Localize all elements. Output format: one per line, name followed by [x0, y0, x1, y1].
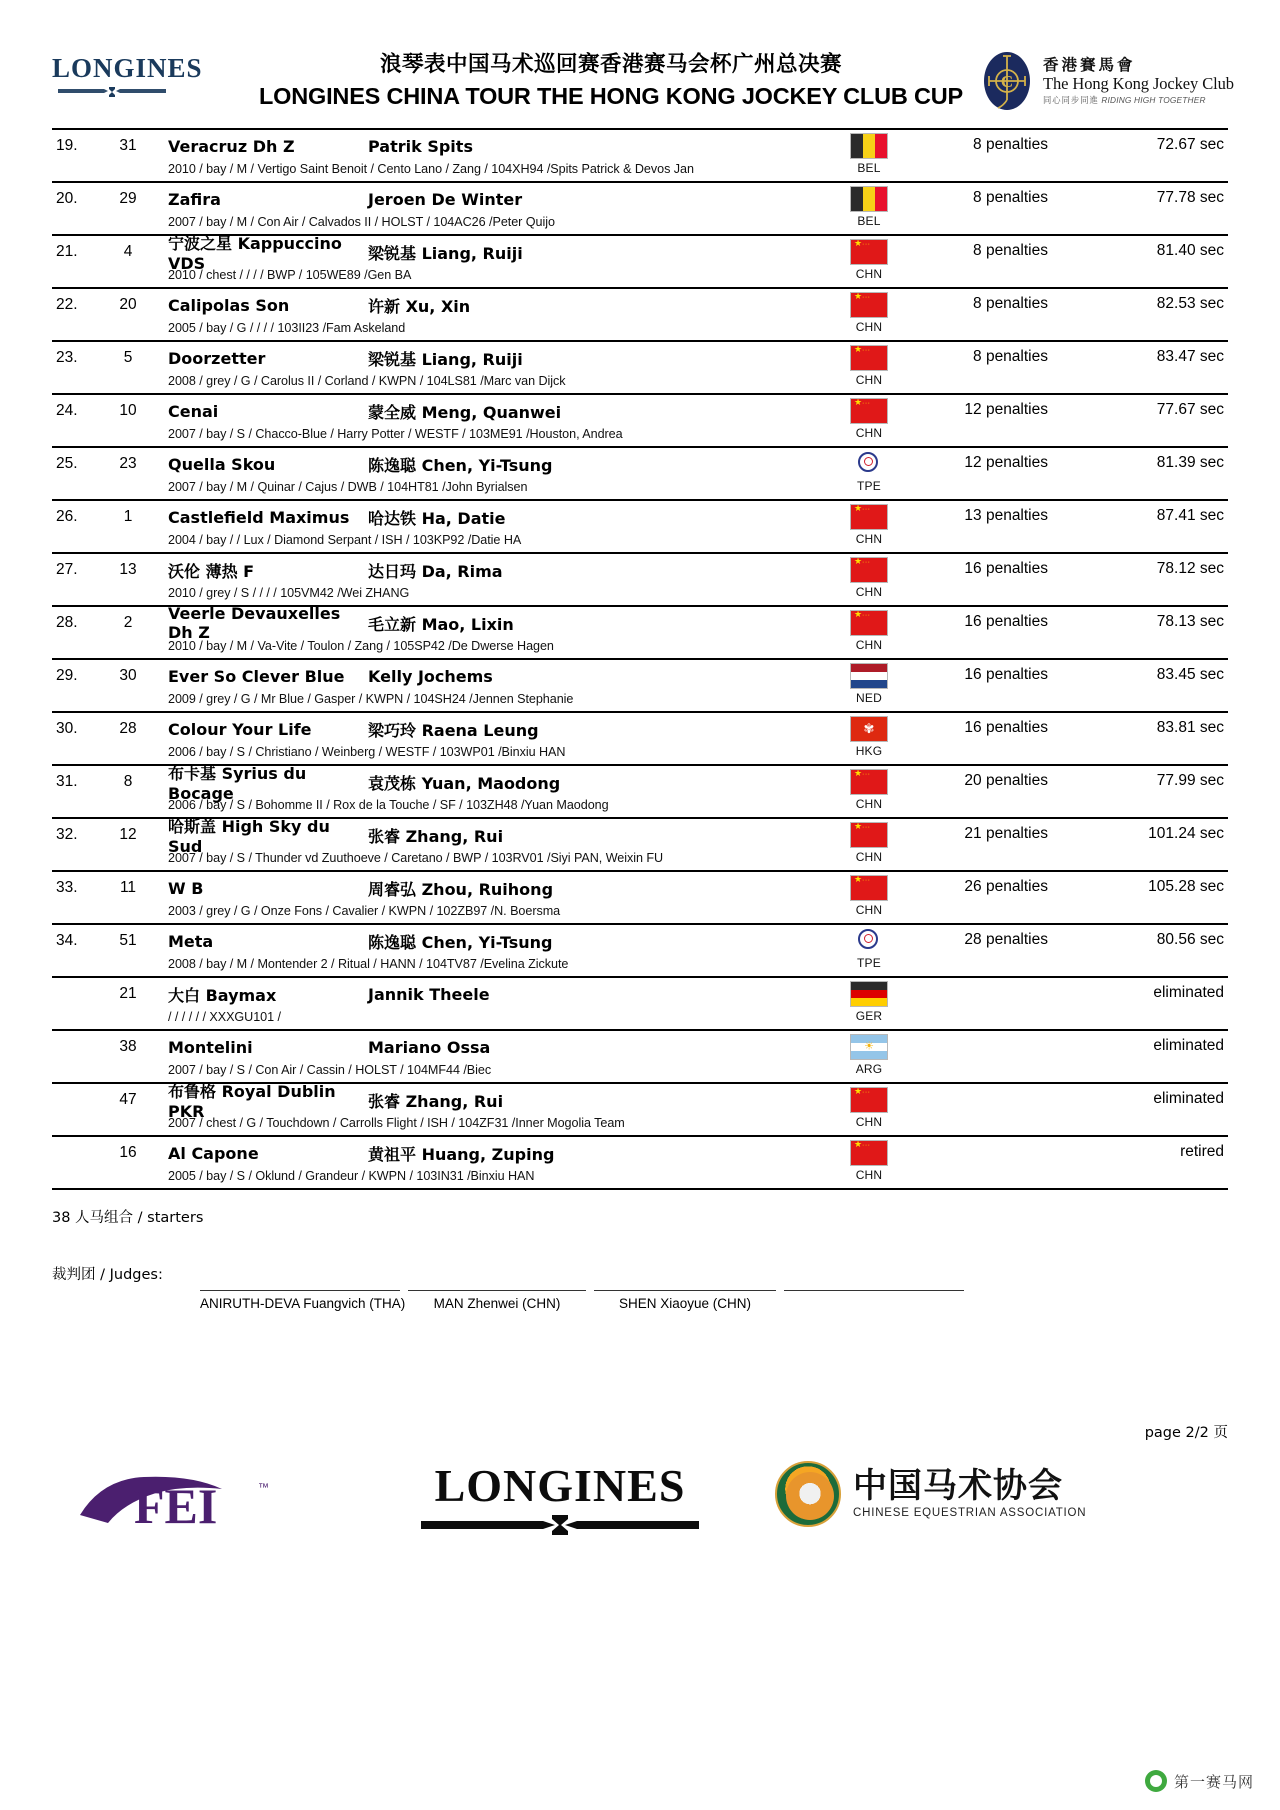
row-nation-code: BEL: [857, 161, 881, 175]
row-penalties: 12 penalties: [964, 401, 1048, 418]
row-time: 83.47 sec: [1156, 348, 1224, 365]
row-time: 78.13 sec: [1156, 613, 1224, 630]
row-rank: 23.: [56, 349, 78, 366]
flag-ned-icon: [850, 663, 888, 689]
row-head-number: 47: [119, 1091, 137, 1108]
flag-chn-icon: [850, 557, 888, 583]
row-nation: [814, 1034, 924, 1076]
row-breeding-info: / / / / / / XXXGU101 /: [168, 1010, 281, 1024]
row-head-number: 13: [119, 561, 137, 578]
row-rank: 26.: [56, 508, 78, 525]
table-row: [52, 819, 1228, 872]
row-horse-name: Veracruz Dh Z: [168, 136, 295, 156]
row-secondary-line: [52, 477, 1228, 497]
event-title-chinese: 浪琴表中国马术巡回赛香港赛马会杯广州总决赛: [379, 51, 842, 77]
flag-tpe-icon: [850, 451, 888, 477]
hkjc-name-chinese: 香港賽馬會: [1043, 55, 1136, 74]
row-horse-name: 沃伦 薄热 F: [168, 561, 255, 581]
results-table: [52, 128, 1228, 1190]
row-breeding-info: 2010 / bay / M / Vertigo Saint Benoit / Cento Lano / Zang / 104XH94 /Spits Patrick & Devos Jan: [168, 162, 694, 176]
row-breeding-info: 2009 / grey / G / Mr Blue / Gasper / KWPN / 104SH24 /Jennen Stephanie: [168, 692, 574, 706]
footer-logos: [0, 1455, 1280, 1595]
row-penalties: 8 penalties: [973, 242, 1048, 259]
row-secondary-line: [52, 1113, 1228, 1133]
row-time: eliminated: [1153, 984, 1224, 1001]
row-time: 77.99 sec: [1156, 772, 1224, 789]
flag-chn-icon: [850, 1087, 888, 1113]
page-number: page 2/2 页: [1144, 1425, 1228, 1441]
row-breeding-info: 2010 / bay / M / Va-Vite / Toulon / Zang / 105SP42 /De Dwerse Hagen: [168, 639, 554, 653]
row-head-number: 12: [119, 826, 137, 843]
row-secondary-line: [52, 212, 1228, 232]
row-breeding-info: 2006 / bay / S / Christiano / Weinberg / WESTF / 103WP01 /Binxiu HAN: [168, 745, 566, 759]
row-horse-name: Montelini: [168, 1037, 253, 1057]
row-penalties: 28 penalties: [964, 931, 1048, 948]
row-nation-code: ARG: [855, 1062, 883, 1076]
watermark-text: 第一赛马网: [1173, 1772, 1254, 1791]
row-nation-code: GER: [855, 1009, 883, 1023]
row-time: 78.12 sec: [1156, 560, 1224, 577]
row-head-number: 23: [119, 455, 137, 472]
row-penalties: 16 penalties: [964, 666, 1048, 683]
hkjc-emblem-icon: [980, 50, 1034, 112]
row-head-number: 29: [119, 190, 137, 207]
event-title-block: [252, 52, 980, 111]
row-secondary-line: [52, 689, 1228, 709]
judge-name-1: ANIRUTH-DEVA Fuangvich (THA): [200, 1296, 406, 1311]
row-nation-code: CHN: [855, 850, 883, 864]
svg-text:™: ™: [258, 1482, 269, 1494]
cea-text-block: [853, 1465, 1087, 1520]
row-time: 72.67 sec: [1156, 136, 1224, 153]
table-row: [52, 925, 1228, 978]
site-watermark: [1145, 1770, 1254, 1792]
row-rider-name: 哈达铁 Ha, Datie: [368, 508, 506, 528]
flag-chn-icon: [850, 769, 888, 795]
hkjc-name-english: The Hong Kong Jockey Club: [1043, 74, 1234, 94]
row-nation: [814, 875, 924, 917]
row-breeding-info: 2008 / grey / G / Carolus II / Corland / KWPN / 104LS81 /Marc van Dijck: [168, 374, 566, 388]
row-nation-code: CHN: [855, 1168, 883, 1182]
table-row: [52, 448, 1228, 501]
row-rider-name: 周睿弘 Zhou, Ruihong: [368, 879, 554, 899]
table-row: [52, 1084, 1228, 1137]
table-row: [52, 183, 1228, 236]
flag-chn-icon: [850, 504, 888, 530]
row-breeding-info: 2010 / chest / / / / BWP / 105WE89 /Gen BA: [168, 268, 412, 282]
row-time: eliminated: [1153, 1037, 1224, 1054]
event-title-english: LONGINES CHINA TOUR THE HONG KONG JOCKEY CLUB CUP: [259, 83, 963, 110]
row-secondary-line: [52, 636, 1228, 656]
chinese-equestrian-association-logo: [775, 1461, 1086, 1527]
table-row: [52, 501, 1228, 554]
table-row: [52, 766, 1228, 819]
cea-badge-icon: [775, 1461, 841, 1527]
row-penalties: 12 penalties: [964, 454, 1048, 471]
fei-logo-icon: [72, 1465, 282, 1535]
row-breeding-info: 2008 / bay / M / Montender 2 / Ritual / HANN / 104TV87 /Evelina Zickute: [168, 957, 569, 971]
row-nation: [814, 504, 924, 546]
flag-chn-icon: [850, 1140, 888, 1166]
judges-signature-row: [52, 1290, 1228, 1311]
row-secondary-line: [52, 318, 1228, 338]
row-horse-name: 布卡基 Syrius du Bocage: [168, 764, 307, 803]
row-secondary-line: [52, 265, 1228, 285]
row-rank: 19.: [56, 137, 78, 154]
row-horse-name: Al Capone: [168, 1143, 259, 1163]
row-head-number: 5: [123, 349, 133, 366]
judge-slot-4: [784, 1290, 964, 1311]
row-nation-code: TPE: [857, 956, 881, 970]
row-nation-code: BEL: [857, 214, 881, 228]
row-head-number: 20: [119, 296, 137, 313]
row-rider-name: Jeroen De Winter: [368, 189, 523, 209]
longines-winged-hourglass-footer-icon: [415, 1509, 705, 1545]
row-breeding-info: 2010 / grey / S / / / / 105VM42 /Wei ZHANG: [168, 586, 410, 600]
longines-footer-wordmark: LONGINES: [434, 1460, 686, 1511]
flag-chn-icon: [850, 292, 888, 318]
fei-logo: [72, 1465, 282, 1540]
flag-chn-icon: [850, 875, 888, 901]
judge-slot-3: [594, 1290, 776, 1311]
row-time: retired: [1180, 1143, 1224, 1160]
row-secondary-line: [52, 424, 1228, 444]
row-head-number: 28: [119, 720, 137, 737]
judge-name-2: MAN Zhenwei (CHN): [433, 1296, 561, 1311]
row-rider-name: 许新 Xu, Xin: [368, 296, 471, 316]
row-rank: 27.: [56, 561, 78, 578]
row-penalties: 21 penalties: [964, 825, 1048, 842]
row-secondary-line: [52, 371, 1228, 391]
table-row: [52, 236, 1228, 289]
longines-logo: [52, 52, 252, 108]
row-nation: [814, 239, 924, 281]
row-rank: 30.: [56, 720, 78, 737]
row-penalties: 8 penalties: [973, 348, 1048, 365]
row-time: 81.39 sec: [1156, 454, 1224, 471]
row-head-number: 1: [123, 508, 133, 525]
svg-text:C: C: [1000, 72, 1014, 91]
row-rider-name: 毛立新 Mao, Lixin: [368, 614, 514, 634]
row-nation-code: CHN: [855, 585, 883, 599]
hkjc-tagline: [1043, 96, 1234, 105]
longines-winged-hourglass-icon: [52, 83, 252, 108]
row-breeding-info: 2007 / bay / M / Quinar / Cajus / DWB / 104HT81 /John Byrialsen: [168, 480, 528, 494]
row-horse-name: W B: [168, 878, 204, 898]
row-nation-code: CHN: [855, 426, 883, 440]
flag-chn-icon: [850, 239, 888, 265]
table-row: [52, 130, 1228, 183]
table-row: [52, 872, 1228, 925]
row-horse-name: Doorzetter: [168, 348, 266, 368]
row-nation: [814, 398, 924, 440]
row-nation: [814, 663, 924, 705]
row-head-number: 10: [119, 402, 137, 419]
row-time: 82.53 sec: [1156, 295, 1224, 312]
row-head-number: 51: [119, 932, 137, 949]
row-nation-code: CHN: [855, 320, 883, 334]
row-rider-name: 梁巧玲 Raena Leung: [368, 720, 539, 740]
judge-slot-1: [200, 1290, 406, 1311]
cea-name-english: CHINESE EQUESTRIAN ASSOCIATION: [853, 1507, 1087, 1520]
row-nation-code: CHN: [855, 532, 883, 546]
row-rider-name: 张睿 Zhang, Rui: [368, 826, 504, 846]
row-nation-code: TPE: [857, 479, 881, 493]
row-time: 87.41 sec: [1156, 507, 1224, 524]
row-time: eliminated: [1153, 1090, 1224, 1107]
row-rider-name: Mariano Ossa: [368, 1037, 491, 1057]
flag-bel-icon: [850, 133, 888, 159]
row-rank: 34.: [56, 932, 78, 949]
flag-arg-icon: [850, 1034, 888, 1060]
row-nation-code: CHN: [855, 373, 883, 387]
row-penalties: 16 penalties: [964, 613, 1048, 630]
wechat-icon: [1145, 1770, 1167, 1792]
row-nation: [814, 610, 924, 652]
row-rank: 28.: [56, 614, 78, 631]
row-nation-code: CHN: [855, 903, 883, 917]
row-horse-name: Colour Your Life: [168, 719, 312, 739]
flag-chn-icon: [850, 822, 888, 848]
row-secondary-line: [52, 901, 1228, 921]
row-rider-name: 黄祖平 Huang, Zuping: [368, 1144, 555, 1164]
row-rank: 33.: [56, 879, 78, 896]
row-secondary-line: [52, 795, 1228, 815]
row-nation-code: HKG: [855, 744, 883, 758]
row-head-number: 4: [123, 243, 133, 260]
row-time: 105.28 sec: [1148, 878, 1224, 895]
row-rider-name: Jannik Theele: [368, 984, 490, 1004]
row-rank: 25.: [56, 455, 78, 472]
row-nation: [814, 1140, 924, 1182]
judge-name-3: SHEN Xiaoyue (CHN): [618, 1296, 752, 1311]
starters-count: 38 人马组合 / starters: [52, 1210, 204, 1226]
table-row: [52, 978, 1228, 1031]
row-horse-name: 宁波之星 Kappuccino VDS: [168, 234, 342, 273]
row-rank: 32.: [56, 826, 78, 843]
row-nation: [814, 292, 924, 334]
table-row: [52, 342, 1228, 395]
row-nation: [814, 981, 924, 1023]
document-header: [0, 0, 1280, 110]
row-head-number: 30: [119, 667, 137, 684]
row-rank: 29.: [56, 667, 78, 684]
hkjc-text-block: [1043, 57, 1234, 105]
row-nation: [814, 769, 924, 811]
judge-name-4: [784, 1291, 964, 1296]
row-breeding-info: 2005 / bay / S / Oklund / Grandeur / KWPN / 103IN31 /Binxiu HAN: [168, 1169, 535, 1183]
row-time: 80.56 sec: [1156, 931, 1224, 948]
hkjc-tagline-english: RIDING HIGH TOGETHER: [1101, 94, 1206, 105]
row-horse-name: Calipolas Son: [168, 295, 290, 315]
row-rider-name: Patrik Spits: [368, 136, 473, 156]
table-row: [52, 554, 1228, 607]
row-head-number: 38: [119, 1038, 137, 1055]
flag-tpe-icon: [850, 928, 888, 954]
row-nation: [814, 345, 924, 387]
row-breeding-info: 2007 / bay / S / Chacco-Blue / Harry Potter / WESTF / 103ME91 /Houston, Andrea: [168, 427, 623, 441]
flag-chn-icon: [850, 398, 888, 424]
row-head-number: 31: [119, 137, 137, 154]
row-penalties: 8 penalties: [973, 295, 1048, 312]
row-breeding-info: 2007 / chest / G / Touchdown / Carrolls Flight / ISH / 104ZF31 /Inner Mogolia Team: [168, 1116, 625, 1130]
row-secondary-line: [52, 583, 1228, 603]
row-secondary-line: [52, 848, 1228, 868]
row-horse-name: Veerle Devauxelles Dh Z: [168, 604, 341, 642]
judges-label: 裁判团 / Judges:: [52, 1267, 163, 1283]
row-secondary-line: [52, 159, 1228, 179]
flag-chn-icon: [850, 610, 888, 636]
row-nation: [814, 186, 924, 228]
row-breeding-info: 2007 / bay / S / Thunder vd Zuuthoeve / Caretano / BWP / 103RV01 /Siyi PAN, Weixin FU: [168, 851, 664, 865]
row-breeding-info: 2003 / grey / G / Onze Fons / Cavalier / KWPN / 102ZB97 /N. Boersma: [168, 904, 561, 918]
longines-wordmark: LONGINES: [52, 52, 203, 83]
table-row: [52, 660, 1228, 713]
row-rider-name: 梁锐基 Liang, Ruiji: [368, 243, 523, 263]
row-rider-name: 袁茂栋 Yuan, Maodong: [368, 773, 561, 793]
row-nation-code: NED: [856, 691, 882, 705]
row-rider-name: 张睿 Zhang, Rui: [368, 1091, 504, 1111]
row-rank: 21.: [56, 243, 78, 260]
row-horse-name: Castlefield Maximus: [168, 507, 350, 527]
row-secondary-line: [52, 1166, 1228, 1186]
row-time: 81.40 sec: [1156, 242, 1224, 259]
row-rider-name: 陈逸聪 Chen, Yi-Tsung: [368, 932, 553, 952]
row-rank: 20.: [56, 190, 78, 207]
row-horse-name: Zafira: [168, 189, 221, 209]
row-head-number: 11: [119, 879, 137, 896]
flag-chn-icon: [850, 345, 888, 371]
row-nation: [814, 451, 924, 493]
row-rider-name: 达日玛 Da, Rima: [368, 561, 503, 581]
row-rider-name: 陈逸聪 Chen, Yi-Tsung: [368, 455, 553, 475]
row-rank: 22.: [56, 296, 78, 313]
row-horse-name: Cenai: [168, 401, 219, 421]
row-time: 83.45 sec: [1156, 666, 1224, 683]
row-head-number: 8: [123, 773, 133, 790]
row-nation: [814, 557, 924, 599]
flag-ger-icon: [850, 981, 888, 1007]
row-time: 101.24 sec: [1148, 825, 1224, 842]
row-breeding-info: 2006 / bay / S / Bohomme II / Rox de la Touche / SF / 103ZH48 /Yuan Maodong: [168, 798, 609, 812]
row-breeding-info: 2007 / bay / S / Con Air / Cassin / HOLST / 104MF44 /Biec: [168, 1063, 492, 1077]
table-row: [52, 289, 1228, 342]
row-penalties: 8 penalties: [973, 136, 1048, 153]
row-penalties: 16 penalties: [964, 719, 1048, 736]
row-rank: 31.: [56, 773, 78, 790]
row-penalties: 8 penalties: [973, 189, 1048, 206]
row-penalties: 20 penalties: [964, 772, 1048, 789]
hkjc-logo: [980, 50, 1240, 112]
row-secondary-line: [52, 954, 1228, 974]
hkjc-tagline-chinese: 同心同步同進: [1043, 94, 1099, 105]
row-rider-name: 蒙全威 Meng, Quanwei: [368, 402, 562, 422]
row-time: 77.67 sec: [1156, 401, 1224, 418]
row-secondary-line: [52, 1007, 1228, 1027]
row-horse-name: 哈斯盖 High Sky du Sud: [168, 817, 330, 856]
table-row: [52, 1137, 1228, 1190]
row-horse-name: Meta: [168, 931, 214, 951]
row-breeding-info: 2007 / bay / M / Con Air / Calvados II / HOLST / 104AC26 /Peter Quijo: [168, 215, 555, 229]
row-nation: [814, 928, 924, 970]
table-row: [52, 713, 1228, 766]
row-horse-name: 大白 Baymax: [168, 985, 277, 1005]
row-secondary-line: [52, 1060, 1228, 1080]
row-head-number: 16: [119, 1144, 137, 1161]
row-time: 83.81 sec: [1156, 719, 1224, 736]
row-time: 77.78 sec: [1156, 189, 1224, 206]
row-nation-code: CHN: [855, 267, 883, 281]
row-breeding-info: 2005 / bay / G / / / / 103II23 /Fam Askeland: [168, 321, 406, 335]
row-penalties: 13 penalties: [964, 507, 1048, 524]
row-nation: [814, 1087, 924, 1129]
table-row: [52, 1031, 1228, 1084]
row-nation: [814, 133, 924, 175]
svg-text:FEI: FEI: [134, 1478, 218, 1534]
row-rider-name: 梁锐基 Liang, Ruiji: [368, 349, 523, 369]
row-horse-name: Quella Skou: [168, 454, 276, 474]
flag-bel-icon: [850, 186, 888, 212]
row-nation-code: CHN: [855, 1115, 883, 1129]
row-secondary-line: [52, 530, 1228, 550]
row-penalties: 26 penalties: [964, 878, 1048, 895]
row-head-number: 21: [119, 985, 137, 1002]
judge-slot-2: [408, 1290, 586, 1311]
row-horse-name: Ever So Clever Blue: [168, 666, 345, 686]
row-rank: 24.: [56, 402, 78, 419]
table-row: [52, 395, 1228, 448]
row-nation: [814, 822, 924, 864]
row-rider-name: Kelly Jochems: [368, 666, 493, 686]
cea-name-chinese: 中国马术协会: [853, 1465, 1063, 1506]
flag-hkg-icon: [850, 716, 888, 742]
row-head-number: 2: [123, 614, 133, 631]
row-secondary-line: [52, 742, 1228, 762]
table-row: [52, 604, 1228, 660]
row-nation-code: CHN: [855, 638, 883, 652]
row-nation: [814, 716, 924, 758]
row-nation-code: CHN: [855, 797, 883, 811]
longines-footer-logo: [415, 1460, 705, 1550]
row-breeding-info: 2004 / bay / / Lux / Diamond Serpant / ISH / 103KP92 /Datie HA: [168, 533, 522, 547]
row-horse-name: 布鲁格 Royal Dublin PKR: [168, 1082, 336, 1121]
row-penalties: 16 penalties: [964, 560, 1048, 577]
